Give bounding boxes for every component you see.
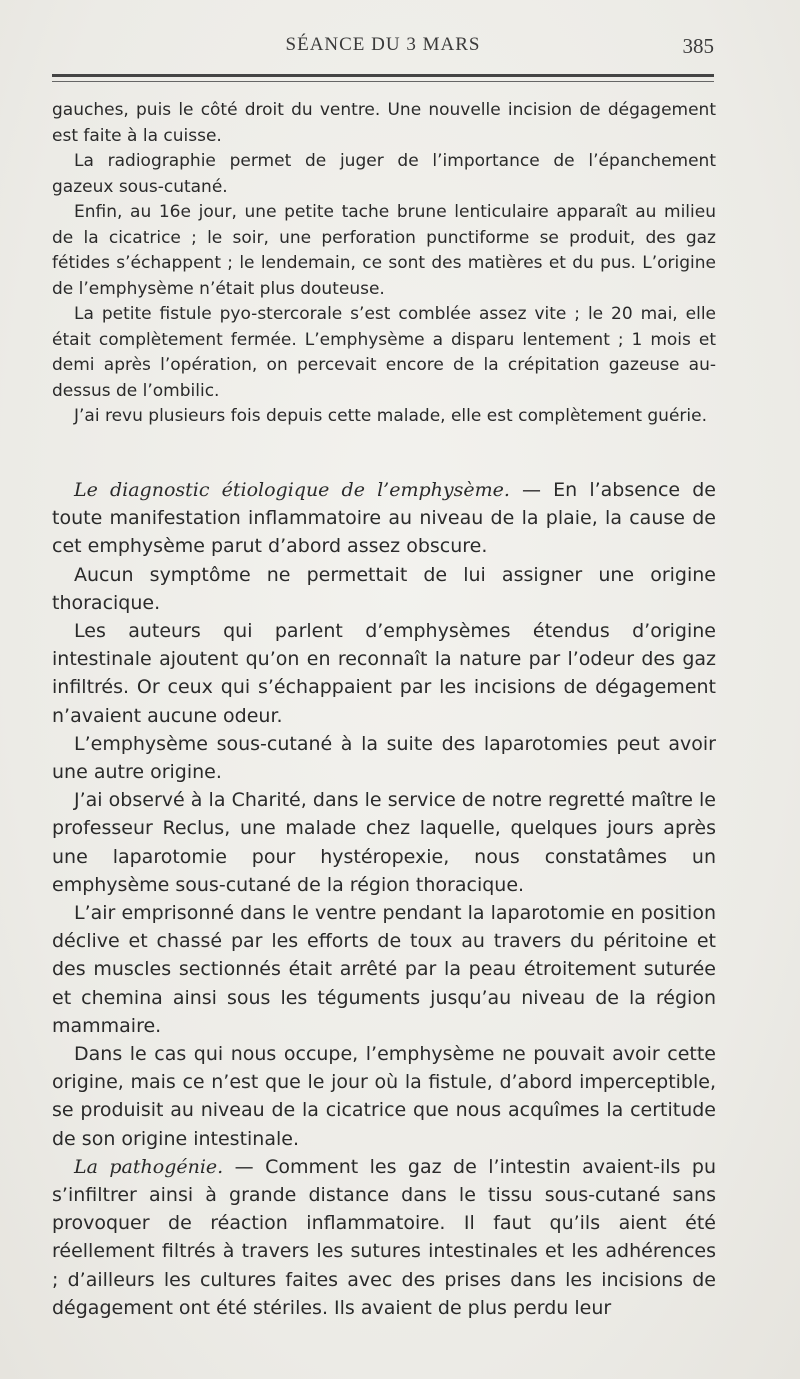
section-heading: La pathogénie.: [74, 1155, 224, 1178]
paragraph-body: — Comment les gaz de l’intestin avaient-ils pu s’infiltrer ainsi à grande distance dans le tissu sous-cutané sans provoquer de réaction inflammatoire. Il faut qu’ils aient été réellement filtrés à travers les sutures intestinales et les adhérences ; d’ailleurs les cultures faites avec des prises dans les incisions de dégagement ont été stériles. Ils avaient de plus perdu leur: [52, 1155, 716, 1319]
paragraph: Dans le cas qui nous occupe, l’emphysème ne pouvait avoir cette origine, mais ce n’est que le jour où la fistule, d’abord imperceptible, se produisit au niveau de la cicatrice que nous acquîmes la certitude de son origine intestinale.: [52, 1043, 716, 1150]
running-head: SÉANCE DU 3 MARS: [285, 34, 481, 55]
paragraph: J’ai observé à la Charité, dans le service de notre regretté maître le professeur Reclus, une malade chez laquelle, quelques jours après une laparotomie pour hystéropexie, nous constatâmes un emphysème sous-cutané de la région thoracique.: [52, 789, 716, 896]
paragraph: Les auteurs qui parlent d’emphysèmes étendus d’origine intestinale ajoutent qu’on en reconnaît la nature par l’odeur des gaz infiltrés. Or ceux qui s’échappaient par les incisions de dégagement n’avaient aucune odeur.: [52, 620, 716, 727]
header-rule: [52, 74, 714, 77]
section-heading: Le diagnostic étiologique de l’emphysème.: [74, 479, 510, 501]
case-report-text: [52, 98, 716, 430]
paragraph: Aucun symptôme ne permettait de lui assigner une origine thoracique.: [52, 563, 716, 614]
paragraph: gauches, puis le côté droit du ventre. Une nouvelle incision de dégagement est faite à la cuisse.: [52, 100, 716, 146]
paragraph: J’ai revu plusieurs fois depuis cette malade, elle est complètement guérie.: [74, 406, 707, 426]
paragraph: La petite fistule pyo-stercorale s’est comblée assez vite ; le 20 mai, elle était complètement fermée. L’emphysème a disparu lentement ; 1 mois et demi après l’opération, on percevait encore de la crépitation gazeuse au-dessus de l’ombilic.: [52, 304, 716, 401]
discussion-text: [52, 476, 716, 1322]
paragraph: [52, 476, 716, 561]
paragraph: La radiographie permet de juger de l’importance de l’épanchement gazeux sous-cutané.: [52, 151, 716, 197]
page-number: 385: [682, 34, 714, 58]
paragraph-body: — En l’absence de toute manifestation inflammatoire au niveau de la plaie, la cause de cet emphysème parut d’abord assez obscure.: [52, 479, 716, 558]
paragraph: L’air emprisonné dans le ventre pendant la laparotomie en position déclive et chassé par les efforts de toux au travers du péritoine et des muscles sectionnés était arrêté par la peau étroitement suturée et chemina ainsi sous les téguments jusqu’au niveau de la région mammaire.: [52, 902, 716, 1037]
paragraph: Enfin, au 16e jour, une petite tache brune lenticulaire apparaît au milieu de la cicatrice ; le soir, une perforation punctiforme se produit, des gaz fétides s’échappent ; le lendemain, ce sont des matières et du pus. L’origine de l’emphysème n’était plus douteuse.: [52, 202, 716, 299]
paragraph: [52, 1153, 716, 1322]
page-header: [52, 34, 714, 64]
paragraph: L’emphysème sous-cutané à la suite des laparotomies peut avoir une autre origine.: [52, 732, 716, 784]
header-rule-thin: [52, 81, 714, 82]
